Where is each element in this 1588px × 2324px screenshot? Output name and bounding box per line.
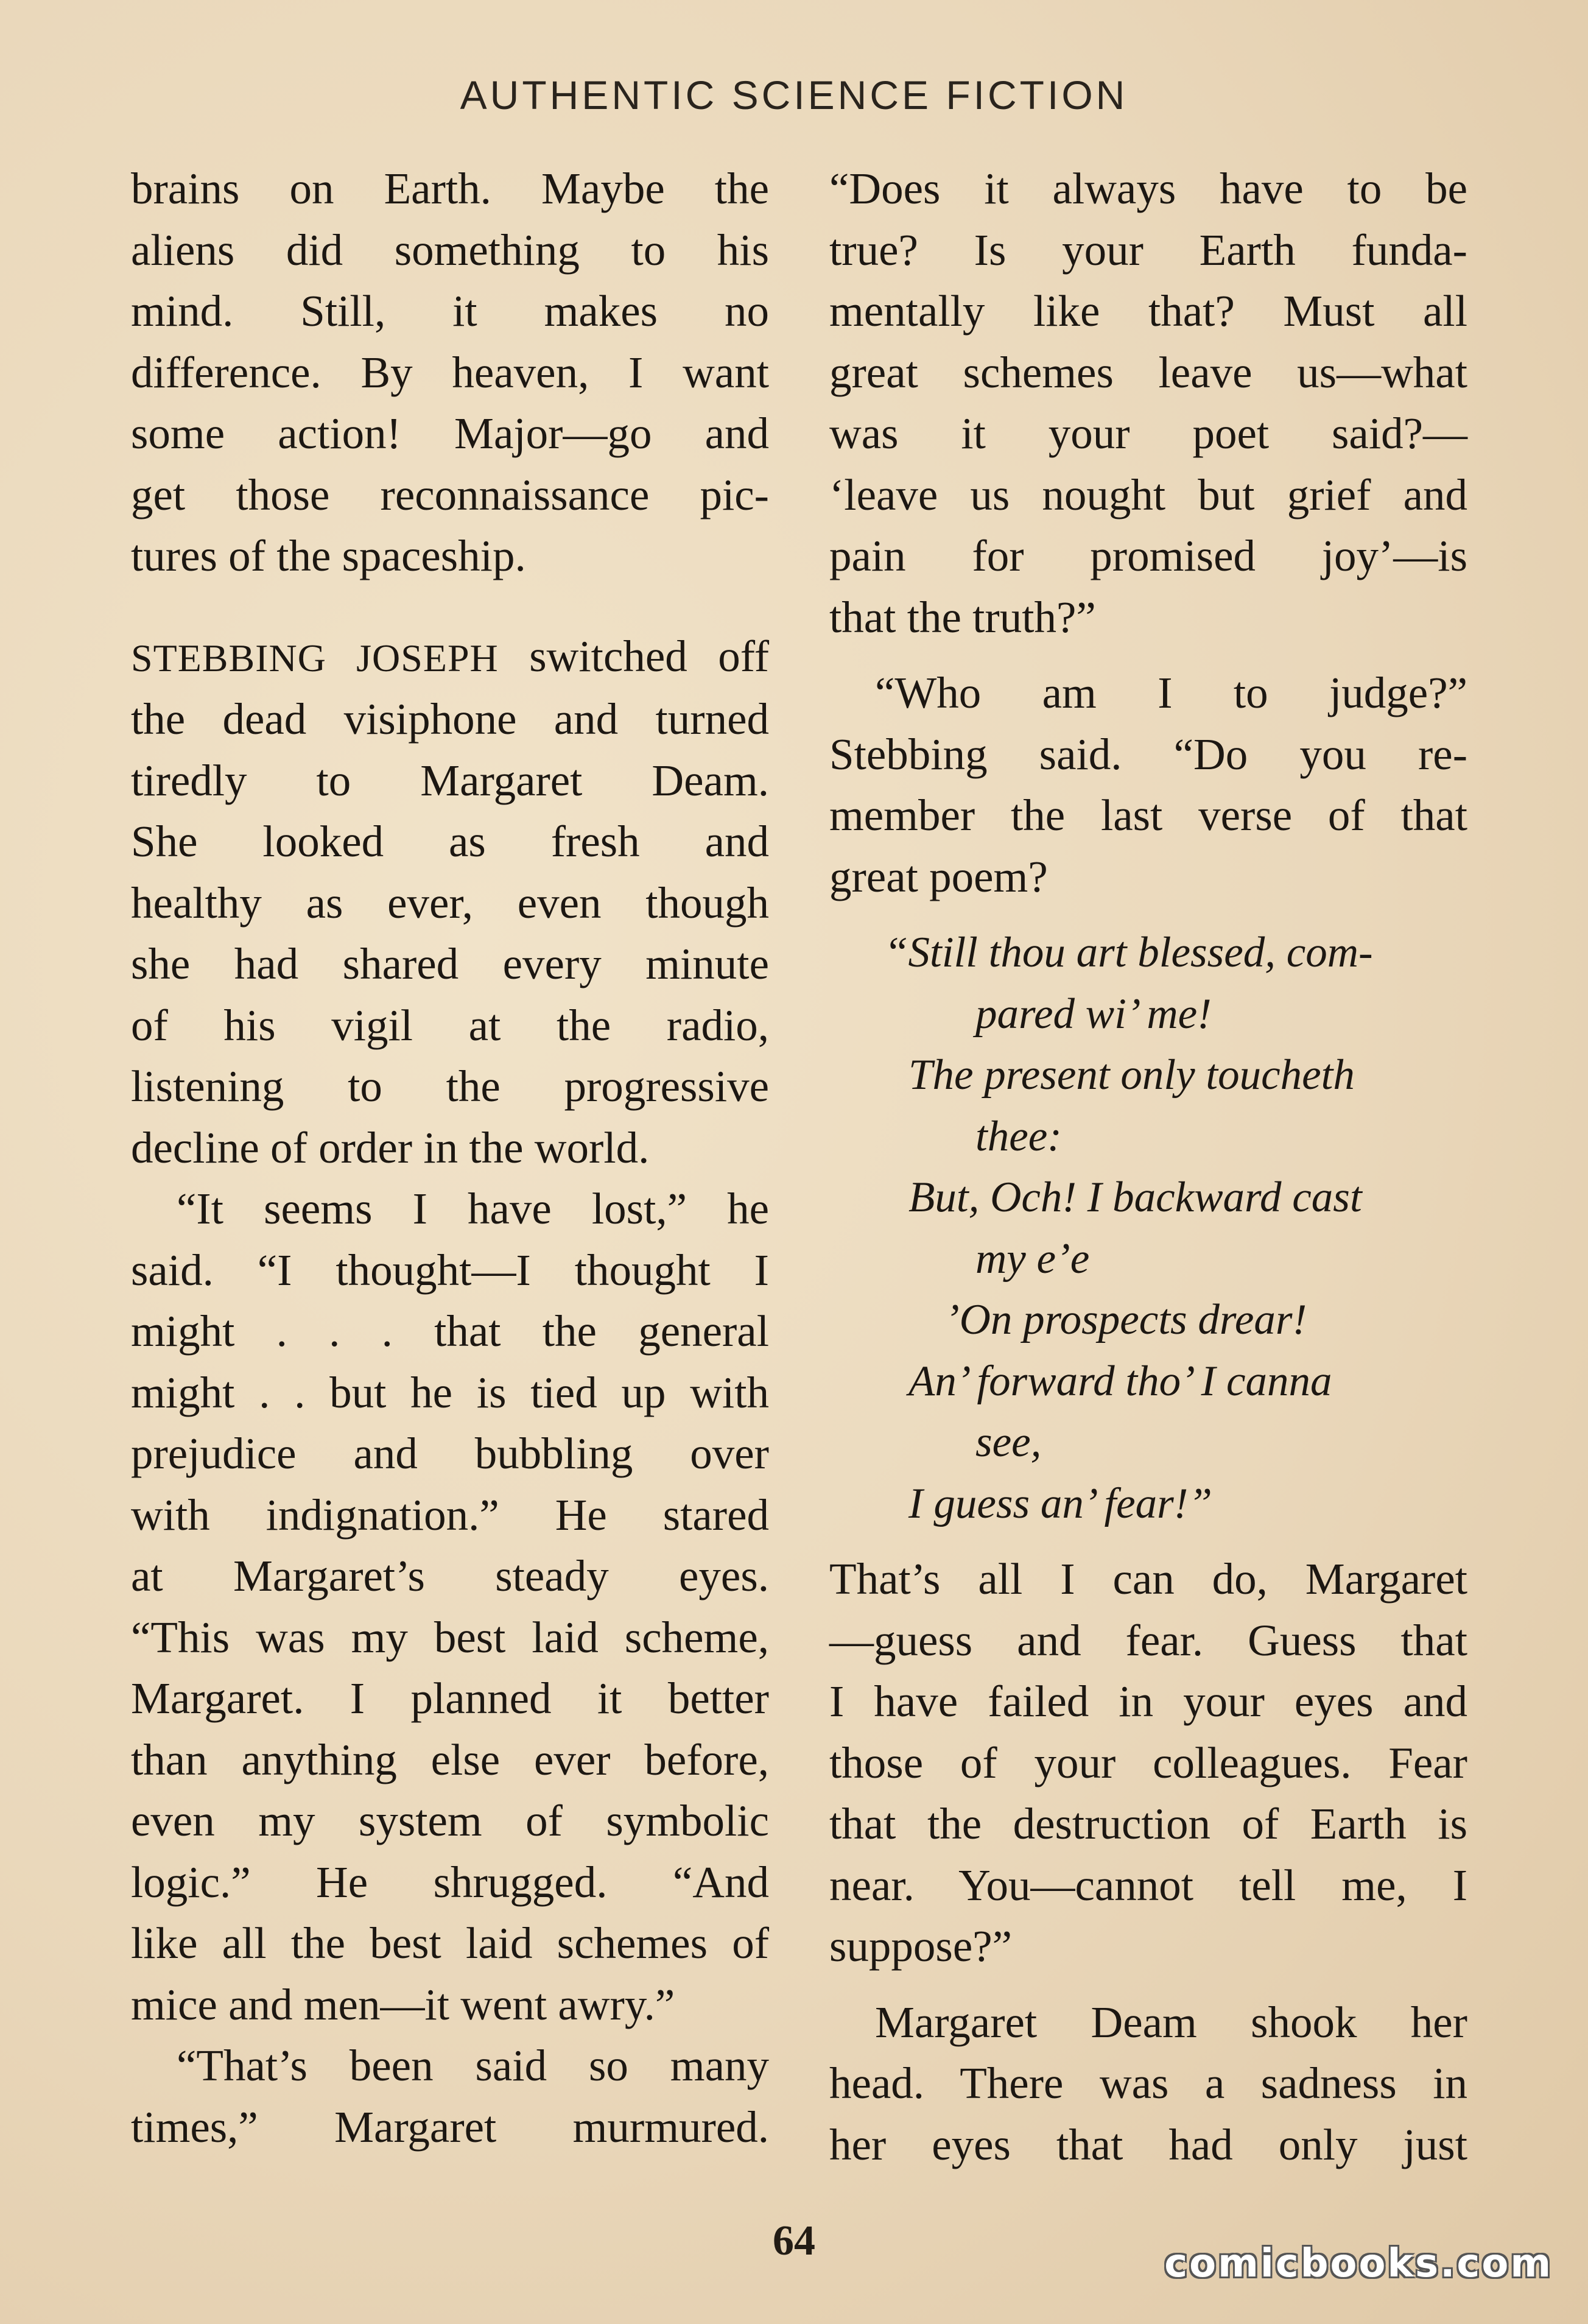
verse-line: my e’e	[975, 1234, 1090, 1283]
text-line: true? Is your Earth funda-	[829, 225, 1467, 275]
text-line: of his vigil at the radio,	[131, 1000, 769, 1050]
text-line: Margaret. I planned it better	[131, 1674, 769, 1723]
text-line: prejudice and bubbling over	[131, 1429, 769, 1478]
text-line: “Who am I to judge?”	[875, 668, 1467, 717]
text-line: with indignation.” He stared	[131, 1490, 769, 1540]
text-line: logic.” He shrugged. “And	[131, 1857, 769, 1907]
text-line: pain for promised joy’—is	[829, 531, 1467, 580]
text-line: mentally like that? Must all	[829, 286, 1467, 336]
text-line: aliens did something to his	[131, 225, 769, 275]
text-line: that the truth?”	[829, 592, 1096, 642]
text-line: Stebbing said. “Do you re-	[829, 729, 1467, 779]
text-line: She looked as fresh and	[131, 817, 769, 866]
right-column	[829, 158, 1467, 2175]
text-line: those of your colleagues. Fear	[829, 1738, 1467, 1787]
small-caps-name: STEBBING JOSEPH	[131, 636, 499, 680]
text-line: get those reconnaissance pic-	[131, 470, 769, 519]
text-line: than anything else ever before,	[131, 1734, 769, 1784]
text-line: near. You—cannot tell me, I	[829, 1860, 1467, 1910]
text-line: at Margaret’s steady eyes.	[131, 1551, 769, 1600]
text-line: listening to the progressive	[131, 1062, 769, 1111]
verse-line: The present only toucheth	[908, 1051, 1355, 1099]
text-line: member the last verse of that	[829, 791, 1467, 840]
text-line: decline of order in the world.	[131, 1122, 650, 1172]
text-line: “Does it always have to be	[829, 164, 1467, 213]
text-line: brains on Earth. Maybe the	[131, 164, 769, 213]
paragraph	[829, 1992, 1467, 2176]
verse-line: “Still thou art blessed, com-	[884, 929, 1373, 976]
text-line: some action! Major—go and	[131, 409, 769, 458]
text-line: great schemes leave us—what	[829, 347, 1467, 397]
text-line: said. “I thought—I thought I	[131, 1245, 769, 1295]
text-line: difference. By heaven, I want	[131, 347, 769, 397]
verse-line: see,	[975, 1418, 1042, 1466]
verse-line: pared wi’ me!	[975, 990, 1212, 1038]
text-line	[131, 626, 769, 689]
text-line: she had shared every minute	[131, 939, 769, 988]
text-line: “This was my best laid scheme,	[131, 1612, 769, 1662]
text-line: head. There was a sadness in	[829, 2058, 1467, 2108]
text-line: might . . . that the general	[131, 1306, 769, 1356]
text-line: ‘leave us nought but grief and	[829, 470, 1467, 519]
text-line: might . . but he is tied up with	[131, 1367, 769, 1417]
text-line: tures of the spaceship.	[131, 531, 526, 580]
text-line: great poem?	[829, 851, 1048, 901]
text-line: tiredly to Margaret Deam.	[131, 755, 769, 805]
text-line: mice and men—it went awry.”	[131, 1979, 675, 2029]
running-header: AUTHENTIC SCIENCE FICTION	[460, 72, 1128, 118]
verse-line: thee:	[975, 1112, 1062, 1160]
text-line: was it your poet said?—	[829, 409, 1467, 458]
paragraph	[829, 1549, 1467, 1977]
text-line: times,” Margaret murmured.	[131, 2102, 769, 2152]
text-line: her eyes that had only just	[829, 2119, 1467, 2169]
verse-line: An’ forward tho’ I canna	[908, 1357, 1332, 1405]
site-watermark: comicbooks.com	[1164, 2241, 1553, 2286]
text-line: healthy as ever, even though	[131, 878, 769, 928]
paragraph	[829, 158, 1467, 648]
paragraph	[131, 1178, 769, 2035]
paragraph	[131, 158, 769, 587]
text-line: That’s all I can do, Margaret	[829, 1554, 1467, 1604]
text-line: that the destruction of Earth is	[829, 1799, 1467, 1848]
text-line: even my system of symbolic	[131, 1796, 769, 1845]
text-line: “It seems I have lost,” he	[177, 1184, 769, 1233]
text-line: mind. Still, it makes no	[131, 286, 769, 336]
verse-line: I guess an’ fear!”	[908, 1479, 1212, 1527]
paragraph	[131, 2035, 769, 2158]
text-line: “That’s been said so many	[177, 2041, 769, 2090]
verse-line: But, Och! I backward cast	[908, 1174, 1362, 1221]
left-column	[131, 158, 769, 2158]
text-line: Margaret Deam shook her	[875, 1997, 1467, 2047]
verse-line: ’On prospects drear!	[945, 1296, 1307, 1343]
text-line: like all the best laid schemes of	[131, 1918, 769, 1968]
text-line: the dead visiphone and turned	[131, 694, 769, 744]
text-line: suppose?”	[829, 1921, 1013, 1971]
paragraph	[829, 663, 1467, 907]
text-line: I have failed in your eyes and	[829, 1677, 1467, 1726]
page-number: 64	[773, 2217, 815, 2264]
text-fragment: switched off	[529, 631, 770, 681]
verse-block	[829, 922, 1467, 1534]
paragraph	[131, 626, 769, 1179]
text-line: —guess and fear. Guess that	[829, 1615, 1467, 1665]
